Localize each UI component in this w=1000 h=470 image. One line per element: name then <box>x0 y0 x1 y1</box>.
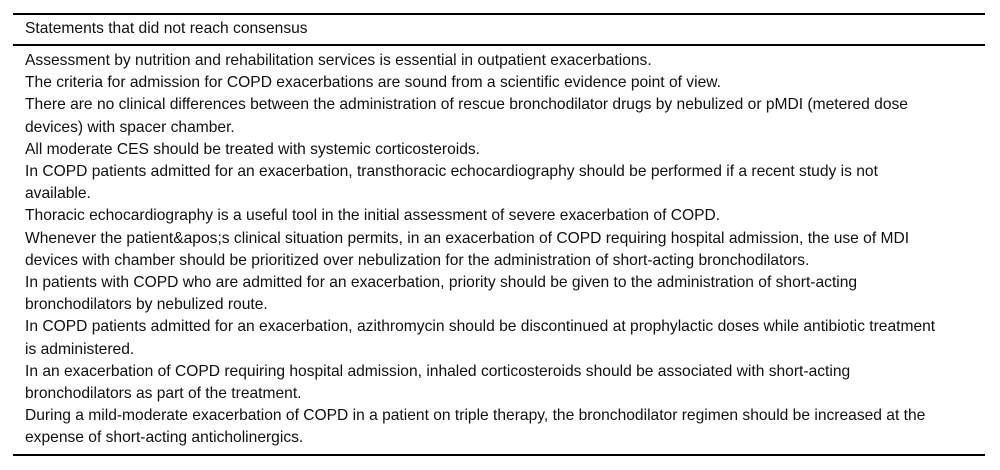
table-row: Whenever the patient&apos;s clinical situation permits, in an exacerbation of COPD requiring hospital admission, the use of MDI devices with chamber should be prioritized over nebulization for the administration of short-acting bronchodilators. <box>25 229 910 269</box>
table-row: In patients with COPD who are admitted for an exacerbation, priority should be given to the administration of short-acting bronchodilators by nebulized route. <box>25 274 858 314</box>
table-row: In an exacerbation of COPD requiring hospital admission, inhaled corticosteroids should be associated with short-acting bronchodilators as part of the treatment. <box>25 362 851 403</box>
table-row: There are no clinical differences between the administration of rescue bronchodilator drugs by nebulized or pMDI (metered dose devices) with spacer chamber. <box>25 96 908 136</box>
statements-list <box>13 46 985 456</box>
table-row: The criteria for admission for COPD exacerbations are sound from a scientific evidence point of view. <box>25 74 721 92</box>
table-row: During a mild-moderate exacerbation of COPD in a patient on triple therapy, the bronchodilator regimen should be increased at the expense of short-acting anticholinergics. <box>25 407 926 447</box>
table-row: In COPD patients admitted for an exacerbation, azithromycin should be discontinued at prophylactic doses while antibiotic treatment is administered. <box>25 318 936 358</box>
table-row: In COPD patients admitted for an exacerbation, transthoracic echocardiography should be performed if a recent study is not available. <box>25 163 878 203</box>
table-header-label: Statements that did not reach consensus <box>25 20 308 37</box>
table-row: Thoracic echocardiography is a useful tool in the initial assessment of severe exacerbation of COPD. <box>25 207 721 225</box>
table-row: Assessment by nutrition and rehabilitation services is essential in outpatient exacerbations. <box>25 52 652 69</box>
table-header-row <box>13 13 985 46</box>
table-row: All moderate CES should be treated with systemic corticosteroids. <box>25 140 481 158</box>
consensus-table <box>13 13 985 456</box>
